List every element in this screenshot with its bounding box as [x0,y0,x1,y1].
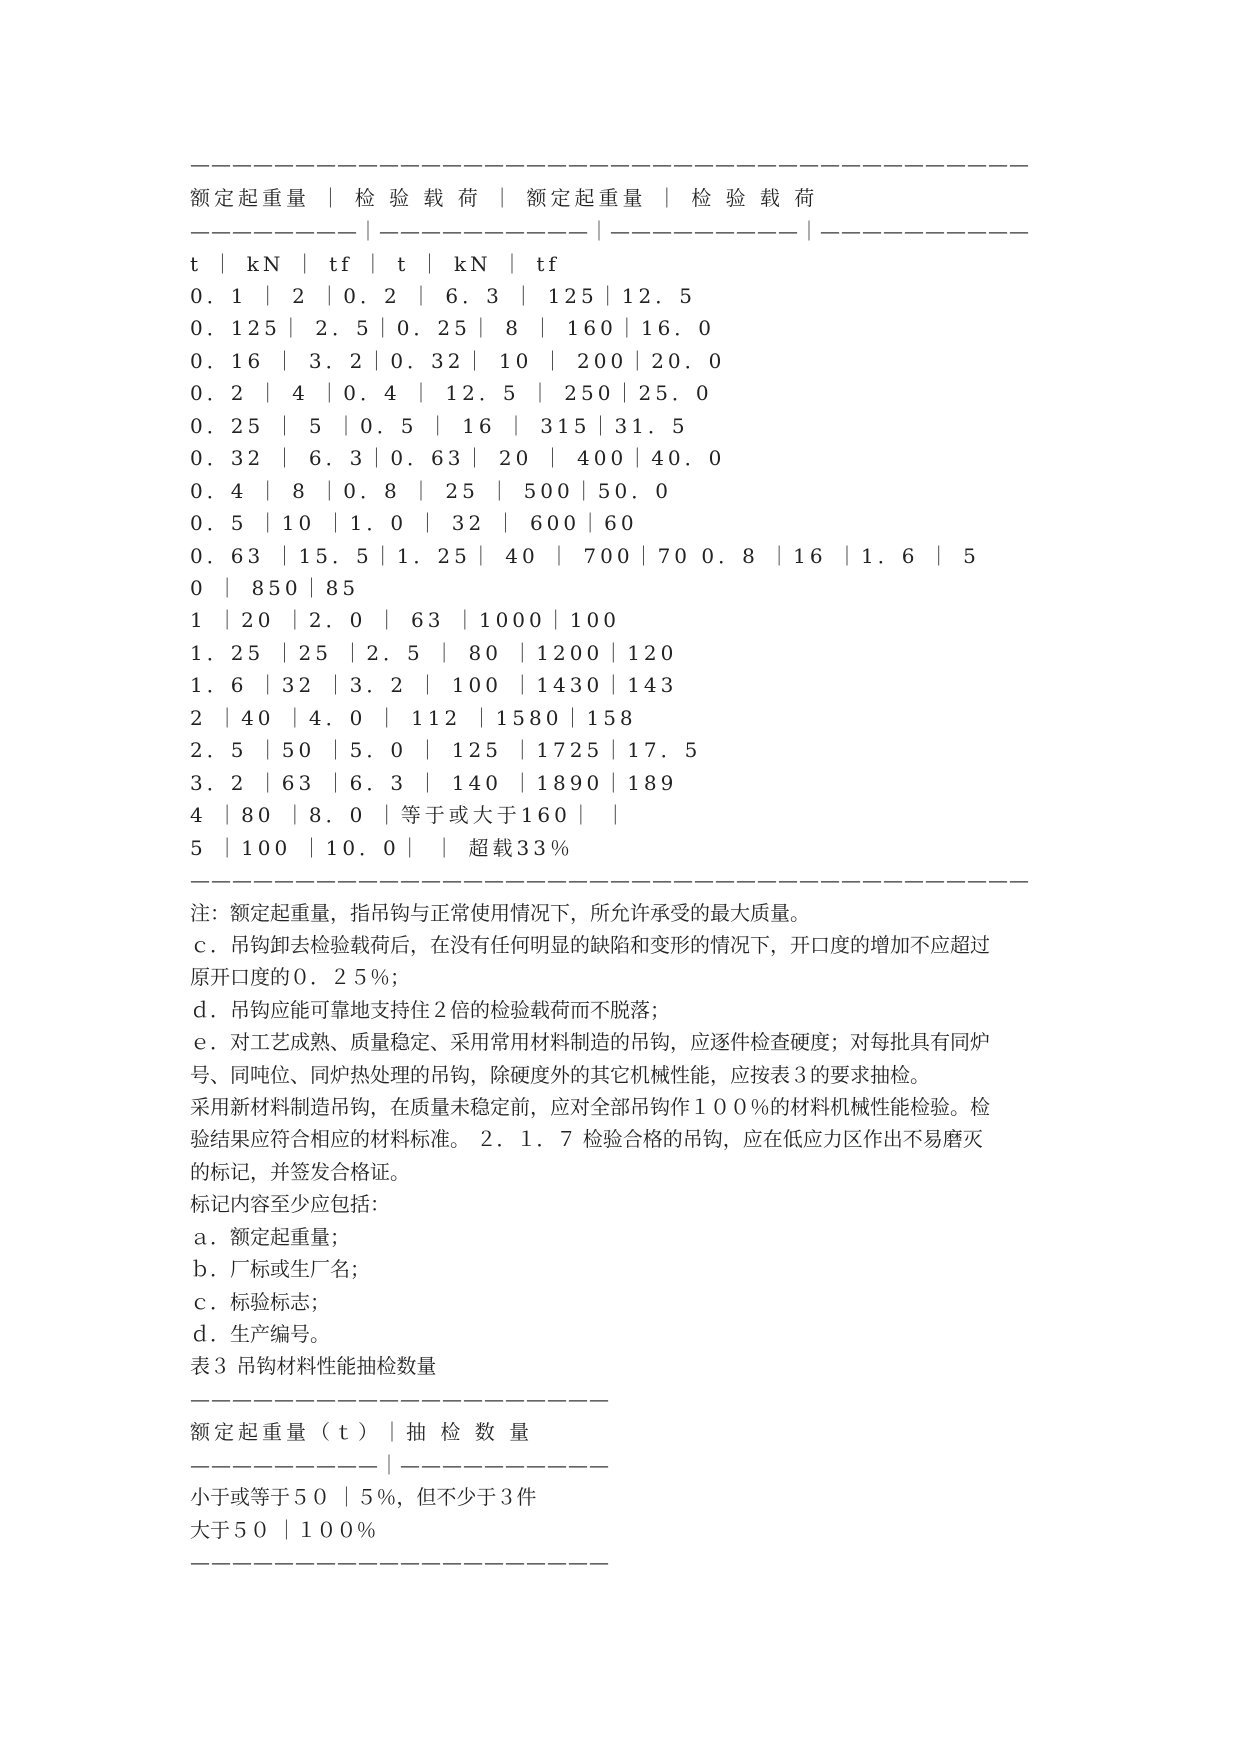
table3-title: 表３ 吊钩材料性能抽检数量 [190,1354,437,1378]
table1-rule-header: ————————｜——————————｜—————————｜—————————— [190,219,1030,243]
table1-rule-top: ———————————————————————————————————————— [190,152,1030,176]
table1-row: 0．4 ｜ 8 ｜0．8 ｜ 25 ｜ 500｜50．0 [190,479,672,503]
table1-row: 0．25 ｜ 5 ｜0．5 ｜ 16 ｜ 315｜31．5 [190,414,689,438]
table3-rule-header: —————————｜—————————— [190,1453,610,1477]
note-line: 原开口度的０．２５％； [190,965,410,989]
table1-row: 0．63 ｜15．5｜1．25｜ 40 ｜ 700｜70 0．8 ｜16 ｜1．6 ｜ 5 [190,544,980,568]
note-line: ｃ．吊钩卸去检验载荷后，在没有任何明显的缺陷和变形的情况下，开口度的增加不应超过 [190,933,990,957]
note-line: 验结果应符合相应的材料标准。 ２．１．７ 检验合格的吊钩，应在低应力区作出不易磨灭 [190,1127,983,1151]
table1-row: 0．1 ｜ 2 ｜0．2 ｜ 6．3 ｜ 125｜12．5 [190,284,696,308]
note-line: ｄ．生产编号。 [190,1322,330,1346]
table1-row: 1．25 ｜25 ｜2．5 ｜ 80 ｜1200｜120 [190,641,678,665]
note-line: ｅ．对工艺成熟、质量稳定、采用常用材料制造的吊钩，应逐件检查硬度；对每批具有同炉 [190,1030,990,1054]
table1-row: 2．5 ｜50 ｜5．0 ｜ 125 ｜1725｜17．5 [190,738,702,762]
note-line: ｂ．厂标或生厂名； [190,1257,370,1281]
note-line: 的标记，并签发合格证。 [190,1160,410,1184]
note-line: 标记内容至少应包括： [190,1192,390,1216]
note-line: ｄ．吊钩应能可靠地支持住２倍的检验载荷而不脱落； [190,998,670,1022]
table3-row: 大于５０ ｜１００％ [190,1518,377,1542]
table1-row: 4 ｜80 ｜8．0 ｜等于或大于160｜ ｜ [190,803,630,827]
table3-header: 额定起重量（ｔ）｜抽 检 数 量 [190,1420,534,1444]
table1-row: 3．2 ｜63 ｜6．3 ｜ 140 ｜1890｜189 [190,771,678,795]
note-line: ａ．额定起重量； [190,1225,350,1249]
table1-row: 0．2 ｜ 4 ｜0．4 ｜ 12．5 ｜ 250｜25．0 [190,381,713,405]
note-line: 注：额定起重量，指吊钩与正常使用情况下，所允许承受的最大质量。 [190,901,810,925]
table3-rule-bottom: ———————————————————— [190,1550,610,1574]
table1-header: 额定起重量 ｜ 检 验 载 荷 ｜ 额定起重量 ｜ 检 验 载 荷 [190,186,819,210]
note-line: ｃ．标验标志； [190,1290,330,1314]
table1-rule-bottom: ———————————————————————————————————————— [190,868,1030,892]
table1-row: 5 ｜100 ｜10．0｜ ｜ 超载33％ [190,836,574,860]
table3-rule-top: ———————————————————— [190,1387,610,1411]
table1-row: 0．125｜ 2．5｜0．25｜ 8 ｜ 160｜16．0 [190,316,716,340]
note-line: 号、同吨位、同炉热处理的吊钩，除硬度外的其它机械性能，应按表３的要求抽检。 [190,1063,930,1087]
table1-row: 1 ｜20 ｜2．0 ｜ 63 ｜1000｜100 [190,608,620,632]
table1-row: 0．16 ｜ 3．2｜0．32｜ 10 ｜ 200｜20．0 [190,349,726,373]
table1-row: 0．32 ｜ 6．3｜0．63｜ 20 ｜ 400｜40．0 [190,446,726,470]
table1-row: 2 ｜40 ｜4．0 ｜ 112 ｜1580｜158 [190,706,637,730]
table3-row: 小于或等于５０ ｜５％，但不少于３件 [190,1485,537,1509]
table1-row: 0 ｜ 850｜85 [190,576,360,600]
table1-units: t ｜ kN ｜ tf ｜ t ｜ kN ｜ tf [190,252,560,276]
table1-row: 0．5 ｜10 ｜1．0 ｜ 32 ｜ 600｜60 [190,511,638,535]
note-line: 采用新材料制造吊钩，在质量未稳定前，应对全部吊钩作１００％的材料机械性能检验。检 [190,1095,990,1119]
table1-row: 1．6 ｜32 ｜3．2 ｜ 100 ｜1430｜143 [190,673,678,697]
